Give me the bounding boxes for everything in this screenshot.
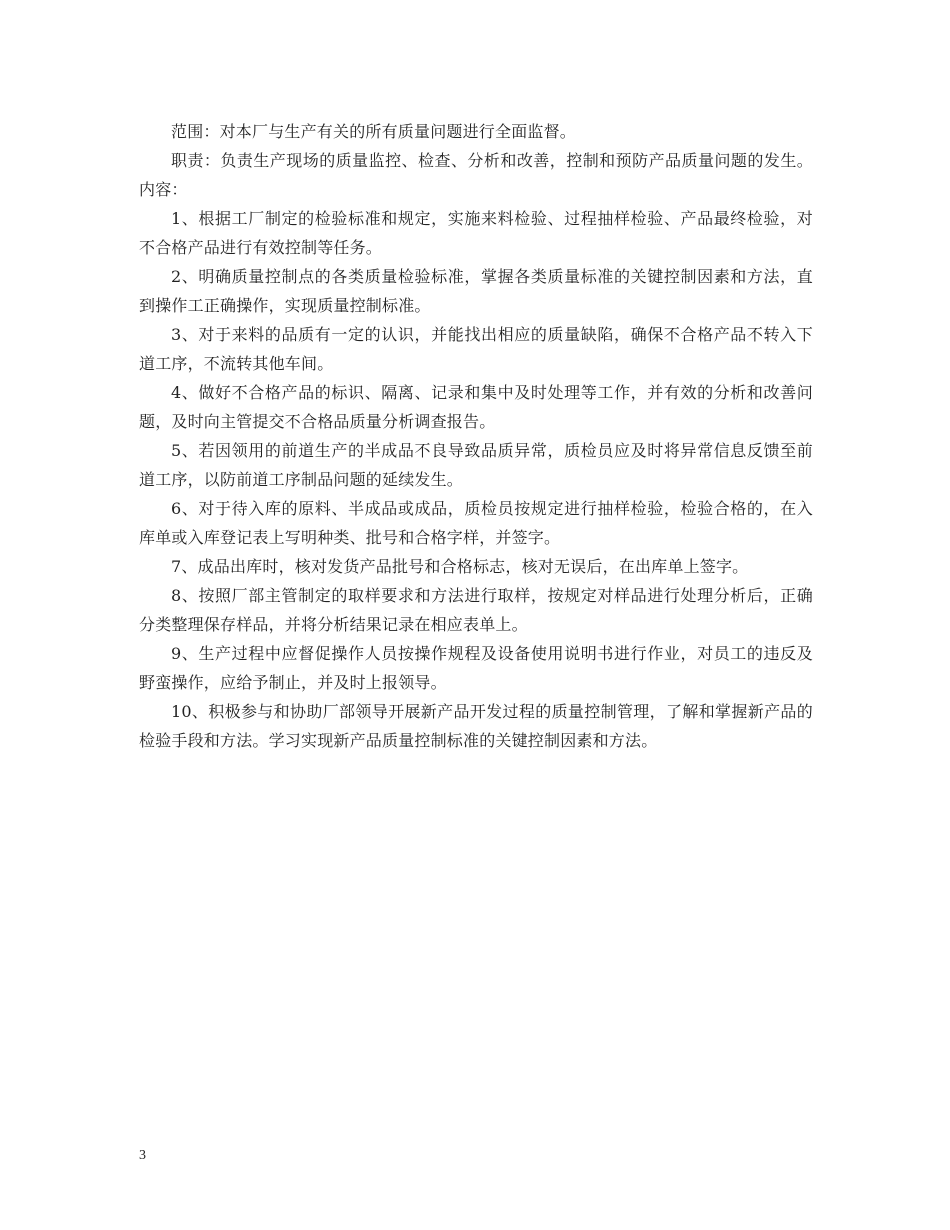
- paragraph-item-8: 8、按照厂部主管制定的取样要求和方法进行取样，按规定对样品进行处理分析后，正确分类整理保存样品，并将分析结果记录在相应表单上。: [139, 586, 813, 634]
- paragraph-item-6: 6、对于待入库的原料、半成品或成品，质检员按规定进行抽样检验，检验合格的，在入库单或入库登记表上写明种类、批号和合格字样，并签字。: [139, 499, 813, 547]
- paragraph-item-5: 5、若因领用的前道生产的半成品不良导致品质异常，质检员应及时将异常信息反馈至前道工序，以防前道工序制品问题的延续发生。: [139, 441, 813, 489]
- paragraph-item-3: 3、对于来料的品质有一定的认识，并能找出相应的质量缺陷，确保不合格产品不转入下道工序，不流转其他车间。: [139, 325, 813, 373]
- page-number: 3: [139, 1148, 146, 1163]
- paragraph-item-7: 7、成品出库时，核对发货产品批号和合格标志，核对无误后，在出库单上签字。: [171, 557, 749, 576]
- paragraph-item-9: 9、生产过程中应督促操作人员按操作规程及设备使用说明书进行作业，对员工的违反及野蛮操作，应给予制止，并及时上报领导。: [139, 644, 813, 692]
- paragraph-item-10: 10、积极参与和协助厂部领导开展新产品开发过程的质量控制管理，了解和掌握新产品的检验手段和方法。学习实现新产品质量控制标准的关键控制因素和方法。: [139, 702, 813, 750]
- paragraph-scope: 范围：对本厂与生产有关的所有质量问题进行全面监督。: [171, 122, 577, 141]
- paragraph-item-4: 4、做好不合格产品的标识、隔离、记录和集中及时处理等工作，并有效的分析和改善问题，及时向主管提交不合格品质量分析调查报告。: [139, 383, 813, 431]
- document-body: [139, 117, 813, 755]
- paragraph-duties: 职责：负责生产现场的质量监控、检查、分析和改善，控制和预防产品质量问题的发生。 内容：: [139, 151, 813, 199]
- paragraph-item-1: 1、根据工厂制定的检验标准和规定，实施来料检验、过程抽样检验、产品最终检验，对不合格产品进行有效控制等任务。: [139, 209, 813, 257]
- paragraph-item-2: 2、明确质量控制点的各类质量检验标准，掌握各类质量标准的关键控制因素和方法，直到操作工正确操作，实现质量控制标准。: [139, 267, 813, 315]
